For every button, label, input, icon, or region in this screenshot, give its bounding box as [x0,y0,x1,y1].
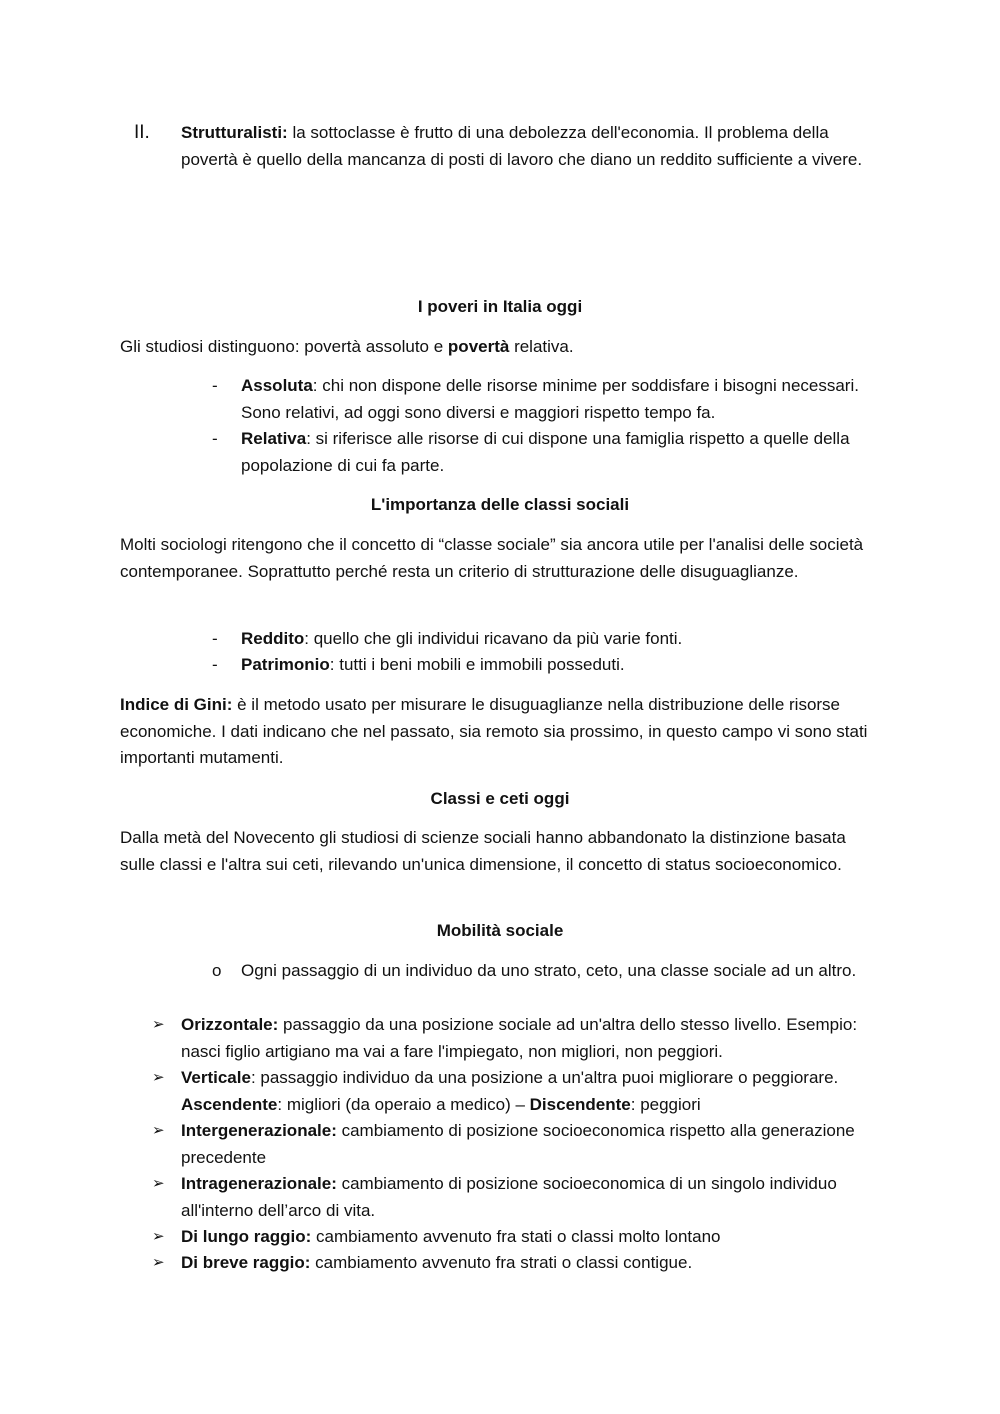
text-reddito: : quello che gli individui ricavano da più varie fonti. [304,629,683,648]
arrow-bullet-icon: ➢ [152,1016,165,1033]
dash-bullet: - [212,655,218,674]
list-item-orizzontale [181,1012,881,1065]
list-item-assoluta [241,373,881,426]
arrow-bullet-icon: ➢ [152,1175,165,1192]
arrow-bullet-icon: ➢ [152,1254,165,1271]
dash-bullet: - [212,376,218,395]
term-lungo-raggio: Di lungo raggio: [181,1227,312,1246]
mobilita-definition: Ogni passaggio di un individuo da uno strato, ceto, una classe sociale ad un altro. [241,961,857,980]
strutturalisti-text: la sottoclasse è frutto di una debolezza dell'economia. Il problema della povertà è quello della mancanza di posti di lavoro che diano un reddito sufficiente a vivere. [181,123,863,169]
text-discendente: : peggiori [630,1094,701,1114]
term-reddito: Reddito [241,629,305,648]
list-item-intergenerazionale [181,1118,881,1171]
text-assoluta: : chi non dispone delle risorse minime per soddisfare i bisogni necessari. Sono relativi, ad oggi sono diversi e maggiori rispetto tempo fa. [241,376,859,422]
text-patrimonio: : tutti i beni mobili e immobili posseduti. [329,655,625,674]
circle-bullet: o [212,961,222,980]
intro-text-bold: povertà [447,337,510,356]
list-item-reddito [241,626,881,653]
term-ascendente: Ascendente [181,1094,278,1114]
term-orizzontale: Orizzontale: [181,1015,279,1034]
roman-numeral: II. [134,122,150,143]
arrow-bullet-icon: ➢ [152,1122,165,1139]
dash-bullet: - [212,629,218,648]
dash-bullet: - [212,429,218,448]
classi-paragraph: Molti sociologi ritengono che il concetto di “classe sociale” sia ancora utile per l'analisi delle società contemporanee. Soprattutto perché resta un criterio di strutturazione delle disuguaglianze. [120,535,864,581]
intro-text-a: Gli studiosi distinguono: povertà assoluto e [120,337,448,356]
gini-text: è il metodo usato per misurare le disuguaglianze nella distribuzione delle risorse economiche. I dati indicano che nel passato, sia remoto sia prossimo, in questo campo vi sono stati importanti mutamenti. [120,695,868,767]
term-assoluta: Assoluta [241,376,313,395]
term-intergenerazionale: Intergenerazionale: [181,1121,337,1140]
list-item-patrimonio [241,652,881,679]
term-gini: Indice di Gini: [120,695,233,714]
text-verticale: : passaggio individuo da una posizione a un'altra puoi migliorare o peggiorare. [250,1068,839,1087]
heading-classi-ceti: Classi e ceti oggi [430,789,570,808]
heading-poveri-italia: I poveri in Italia oggi [417,297,583,316]
list-item-breve-raggio [181,1250,881,1277]
text-ascendente: : migliori (da operaio a medico) – [277,1094,530,1114]
term-relativa: Relativa [241,429,307,448]
term-strutturalisti: Strutturalisti: [181,123,288,142]
gini-paragraph [120,692,880,772]
text-breve-raggio: cambiamento avvenuto fra strati o classi contigue. [310,1253,693,1272]
text-relativa: : si riferisce alle risorse di cui dispone una famiglia rispetto a quelle della popolazione di cui fa parte. [241,429,850,475]
list-item-verticale [181,1065,881,1118]
text-lungo-raggio: cambiamento avvenuto fra stati o classi molto lontano [311,1227,721,1246]
poverta-intro [120,334,880,361]
list-item-relativa [241,426,881,479]
term-patrimonio: Patrimonio [241,655,330,674]
term-breve-raggio: Di breve raggio: [181,1253,311,1272]
term-intragenerazionale: Intragenerazionale: [181,1174,337,1193]
list-item-intragenerazionale [181,1171,881,1224]
heading-mobilita-sociale: Mobilità sociale [436,921,564,940]
term-verticale: Verticale [181,1068,251,1087]
heading-importanza-classi: L'importanza delle classi sociali [370,495,630,514]
arrow-bullet-icon: ➢ [152,1228,165,1245]
list-item-lungo-raggio [181,1224,881,1251]
text-intergenerazionale: cambiamento di posizione socioeconomica rispetto alla generazione precedente [181,1121,855,1167]
intro-text-c: relativa. [509,337,574,356]
ceti-paragraph: Dalla metà del Novecento gli studiosi di scienze sociali hanno abbandonato la distinzione basata sulle classi e l'altra sui ceti, rilevando un'unica dimensione, il concetto di status socioeconomico. [120,828,846,874]
text-intragenerazionale: cambiamento di posizione socioeconomica di un singolo individuo all'interno dell’arco di vita. [181,1174,837,1220]
arrow-bullet-icon: ➢ [152,1069,165,1086]
text-orizzontale: passaggio da una posizione sociale ad un'altra dello stesso livello. Esempio: nasci figlio artigiano ma vai a fare l'impiegato, non migliori, non peggiori. [181,1015,858,1061]
term-discendente: Discendente [529,1094,631,1114]
strutturalisti-paragraph [181,120,881,173]
